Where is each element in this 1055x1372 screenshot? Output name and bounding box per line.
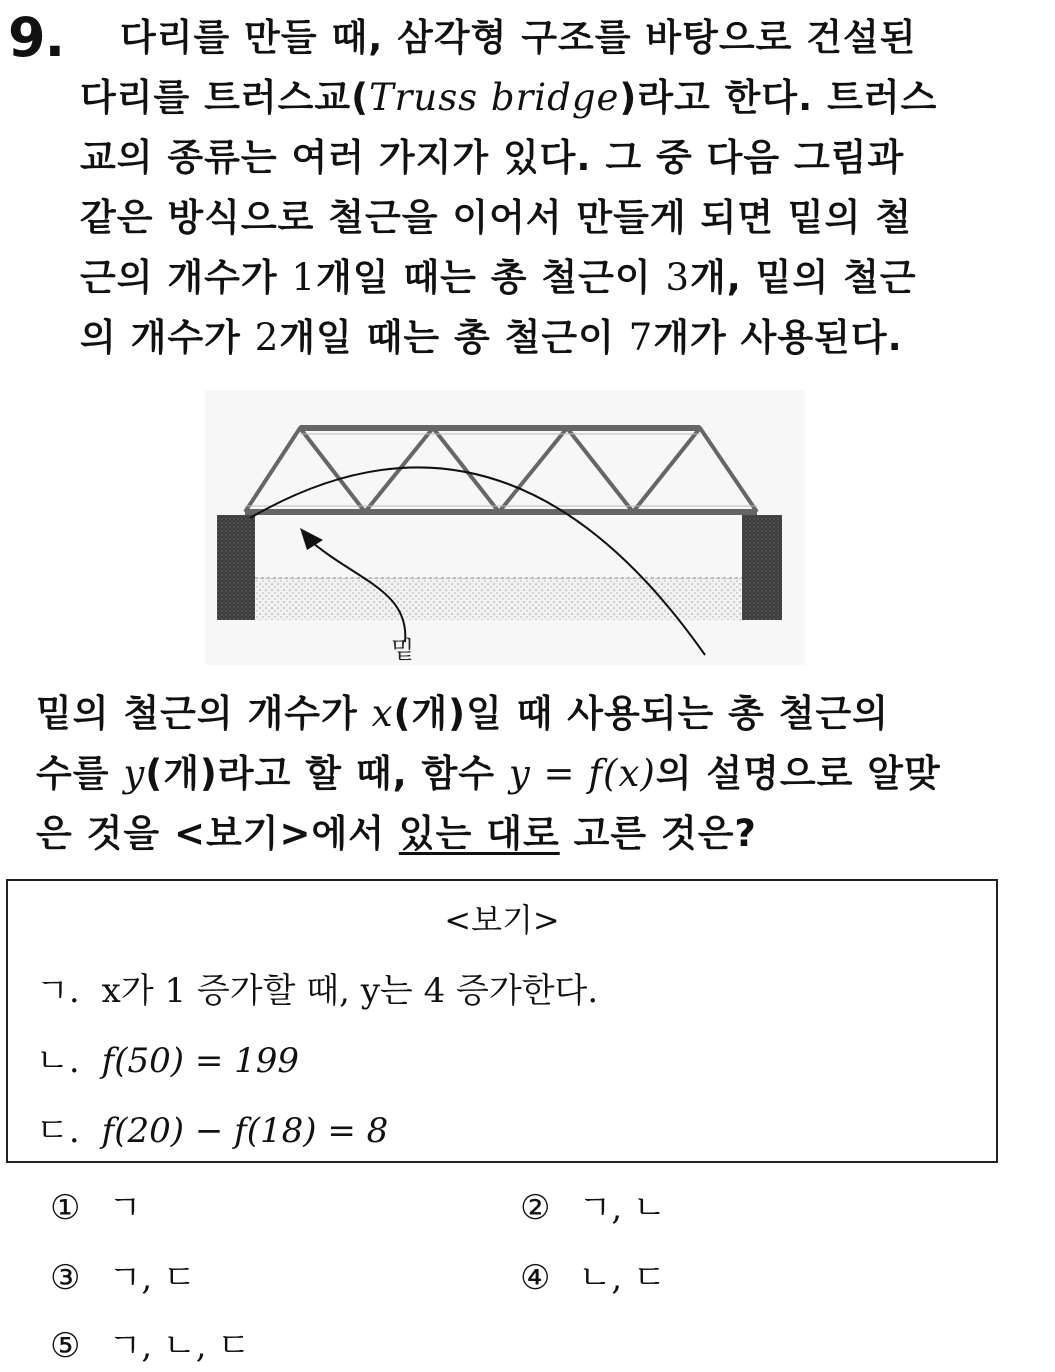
stem-count-1: 1 <box>291 256 317 299</box>
choice-5-text: ㄱ, ㄴ, ㄷ <box>108 1326 251 1366</box>
stem-line-6 <box>80 308 1010 368</box>
choice-5-number: ⑤ <box>50 1326 81 1366</box>
stem-line-2 <box>80 68 1010 128</box>
bogi-item-1 <box>36 963 598 1012</box>
choice-3-number: ③ <box>50 1258 81 1298</box>
stem-line-1: 다리를 만들 때, 삼각형 구조를 바탕으로 건설된 <box>120 16 917 59</box>
bogi-item-3-text: f(20) − f(18) = 8 <box>101 1111 389 1151</box>
choice-4[interactable] <box>520 1250 666 1299</box>
prompt-l2-mid: (개)라고 할 때, 함수 <box>145 752 509 795</box>
bottom-label: 밑 <box>391 636 415 664</box>
stem-line-4: 같은 방식으로 철근을 이어서 만들게 되면 밑의 철 <box>80 196 913 239</box>
bogi-item-1-mark: ㄱ. <box>36 971 80 1011</box>
choice-1[interactable] <box>50 1180 141 1229</box>
stem-line-5-a: 개일 때는 총 철근이 <box>316 256 666 299</box>
bogi-item-3 <box>36 1103 388 1152</box>
bogi-item-3-mark: ㄷ. <box>36 1111 80 1151</box>
choice-3-text: ㄱ, ㄷ <box>108 1258 196 1298</box>
river-water <box>255 578 755 620</box>
prompt-l3-tail: 고른 것은? <box>559 812 757 855</box>
choice-1-text: ㄱ <box>108 1188 142 1228</box>
bogi-item-2-text: f(50) = 199 <box>101 1041 300 1081</box>
stem-line-2-head: 다리를 트러스교( <box>80 76 369 119</box>
prompt-line-2 <box>36 744 1026 804</box>
prompt-l3-head: 은 것을 <보기>에서 <box>36 812 399 855</box>
stem-line-6-b: 개가 사용된다. <box>653 316 903 359</box>
choice-5[interactable] <box>50 1318 250 1367</box>
left-pier <box>217 515 255 620</box>
function-expression: y = f(x) <box>508 752 656 795</box>
bogi-item-1-text: x가 1 증가할 때, y는 4 증가한다. <box>101 971 599 1011</box>
figure-background <box>205 390 805 665</box>
stem-line-6-head: 의 개수가 <box>80 316 255 359</box>
stem-line-5-head: 근의 개수가 <box>80 256 292 299</box>
bogi-item-2 <box>36 1033 299 1082</box>
prompt-l2-head: 수를 <box>36 752 124 795</box>
underlined-phrase: 있는 대로 <box>398 812 560 855</box>
bogi-item-2-mark: ㄴ. <box>36 1041 80 1081</box>
prompt-l1-tail: (개)일 때 사용되는 총 철근의 <box>393 692 889 735</box>
var-y: y <box>123 752 146 795</box>
question-number: 9. <box>8 6 65 69</box>
bogi-title: <보기> <box>444 901 560 939</box>
truss-bridge-figure <box>205 390 805 665</box>
right-pier <box>742 515 782 620</box>
choice-1-number: ① <box>50 1188 81 1228</box>
choice-4-number: ④ <box>520 1258 551 1298</box>
choice-2-number: ② <box>520 1188 551 1228</box>
stem-total-2: 7 <box>628 316 654 359</box>
stem-line-5 <box>80 248 1010 308</box>
stem-line-2-tail: )라고 한다. 트러스 <box>619 76 938 119</box>
stem-line-5-b: 개, 밑의 철근 <box>690 256 917 299</box>
bogi-box <box>6 879 998 1163</box>
stem-total-1: 3 <box>665 256 691 299</box>
truss-bridge-term: Truss bridge <box>369 76 620 119</box>
choice-2[interactable] <box>520 1180 666 1229</box>
choice-2-text: ㄱ, ㄴ <box>578 1188 666 1228</box>
choice-3[interactable] <box>50 1250 196 1299</box>
prompt-l1-head: 밑의 철근의 개수가 <box>36 692 372 735</box>
question-stem <box>80 8 1010 368</box>
var-x: x <box>371 692 394 735</box>
prompt-line-3 <box>36 804 1026 864</box>
choice-4-text: ㄴ, ㄷ <box>578 1258 666 1298</box>
prompt-l2-tail: 의 설명으로 알맞 <box>655 752 941 795</box>
stem-line-3: 교의 종류는 여러 가지가 있다. 그 중 다음 그림과 <box>80 136 905 179</box>
stem-line-6-a: 개일 때는 총 철근이 <box>279 316 629 359</box>
prompt-line-1 <box>36 684 1026 744</box>
stem-count-2: 2 <box>254 316 280 359</box>
question-prompt <box>36 684 1026 864</box>
